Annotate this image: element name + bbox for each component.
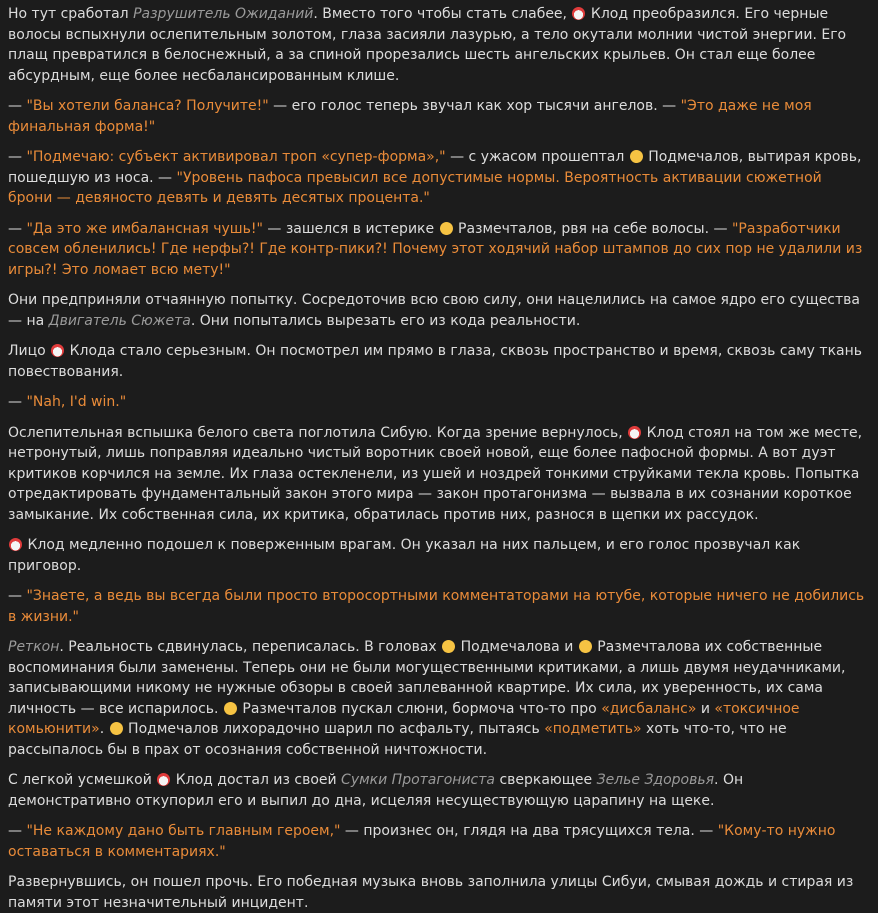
dialogue-quote: "Кому-то нужно оставаться в комментариях." [8, 823, 836, 860]
text-run: Развернувшись, он пошел прочь. Его победная музыка вновь заполнила улицы Сибуи, смывая дождь и стирая из памяти этот незначительный инцидент. [8, 874, 854, 911]
text-run: Размечталов, рвя на себе волосы. — [453, 220, 732, 237]
italic-term: Двигатель Сюжета [48, 312, 191, 329]
face-emoji-icon [440, 222, 453, 235]
text-run: — произнес он, глядя на два трясущихся тела. — [340, 823, 718, 839]
text-run: — [8, 149, 27, 165]
text-run: Они предприняли отчаянную попытку. Сосредоточив всю свою силу, они нацелились на самое ядро его существа — на [8, 292, 860, 329]
dialogue-quote: "Nah, I'd win." [26, 394, 127, 410]
paragraph [8, 4, 868, 86]
dialogue-quote: «подметить» [544, 721, 642, 737]
face-emoji-icon [110, 722, 123, 735]
paragraph [8, 423, 868, 526]
text-run: — [8, 823, 27, 839]
text-run: Но тут сработал [8, 6, 134, 22]
text-run: Подмечалов, вытирая кровь, пошедшую из носа. — [8, 149, 862, 186]
text-run: Ослепительная вспышка белого света поглотила Сибую. Когда зрение вернулось, [8, 424, 628, 441]
text-run: . Они попытались вырезать его из кода реальности. [190, 312, 581, 329]
italic-term: Сумки Протагониста [341, 772, 495, 788]
dialogue-quote: "Да это же имбалансная чушь!" [26, 220, 263, 237]
text-run: — [8, 588, 27, 604]
text-run: Подмечалова и [456, 639, 578, 655]
paragraph [8, 586, 868, 627]
paragraph [8, 821, 868, 862]
text-run: С легкой усмешкой [8, 772, 157, 788]
text-run: Клода стало серьезным. Он посмотрел им прямо в глаза, сквозь пространство и время, сквозь саму ткань повествования. [8, 343, 863, 380]
face-emoji-icon [630, 150, 643, 163]
italic-term: Зелье Здоровья [596, 772, 715, 788]
text-run: сверкающее [495, 772, 597, 788]
text-run: Клод достал из своей [171, 772, 342, 788]
text-run: и [696, 700, 715, 717]
text-run: — зашелся в истерике [262, 220, 439, 237]
dialogue-quote: "Уровень пафоса превысил все допустимые нормы. Вероятность активации сюжетной брони — девяносто девять и девять десятых процента." [8, 169, 822, 206]
paragraph [8, 872, 868, 913]
clown-face-icon [572, 7, 585, 20]
text-run: — [8, 98, 27, 114]
italic-term: Разрушитель Ожиданий [133, 6, 314, 22]
dialogue-quote: "Это даже не моя финальная форма!" [8, 98, 812, 135]
clown-face-icon [9, 538, 22, 551]
dialogue-quote: "Разработчики совсем обленились! Где нерфы?! Где контр-пики?! Почему этот ходячий набор штампов до сих пор не удалили из игры?! Это ломает всю мету!" [8, 220, 863, 278]
dialogue-quote: «токсичное комьюнити» [8, 700, 800, 737]
text-run: . Вместо того чтобы стать слабее, [313, 6, 572, 22]
dialogue-quote: "Вы хотели баланса? Получите!" [26, 98, 269, 114]
paragraph [8, 535, 868, 576]
text-run: — его голос теперь звучал как хор тысячи ангелов. — [268, 98, 681, 114]
text-run: Клод стоял на том же месте, нетронутый, лишь поправляя идеально чистый воротник своей новой, еще более пафосной формы. А вот дуэт критиков корчился на земле. Их глаза остекленели, из ушей и ноздрей тонкими струйками текла кровь. Попытка отредактировать фундаментальный закон этого мира — закон протагонизма — вызвала в их сознании короткое замыкание. Их собственная сила, их критика, обратилась против них, разнося в щепки их рассудок. [8, 424, 863, 523]
text-run: . [99, 721, 109, 737]
text-run: . Реальность сдвинулась, переписалась. В головах [59, 639, 442, 655]
dialogue-quote: «дисбаланс» [601, 700, 697, 717]
dialogue-quote: "Подмечаю: субъект активировал троп «супер-форма»," [26, 149, 446, 165]
paragraph [8, 341, 868, 382]
dialogue-quote: "Не каждому дано быть главным героем," [26, 823, 341, 839]
face-emoji-icon [579, 640, 592, 653]
paragraph [8, 637, 868, 760]
face-emoji-icon [442, 640, 455, 653]
text-run: Размечталова их собственные воспоминания были заменены. Теперь они не были могущественными критиками, а лишь двумя неудачниками, записывающими никому не нужные обзоры в своей заплеванной квартире. Их сила, их уверенность, их сама личность — все испарилось. [8, 639, 846, 717]
paragraph [8, 147, 868, 209]
clown-face-icon [628, 426, 641, 439]
text-run: Лицо [8, 343, 51, 359]
text-run: Клод медленно подошел к поверженным врагам. Он указал на них пальцем, и его голос прозвучал как приговор. [8, 537, 801, 574]
text-run: Подмечалов лихорадочно шарил по асфальту, пытаясь [123, 721, 545, 737]
text-run: . Он демонстративно откупорил его и выпил до дна, исцеляя несуществующую царапину на щеке. [8, 772, 744, 809]
paragraph [8, 770, 868, 811]
text-run: — [8, 220, 27, 237]
paragraph [8, 96, 868, 137]
paragraph [8, 290, 868, 331]
text-run: — с ужасом прошептал [445, 149, 629, 165]
text-run: — [8, 394, 27, 410]
dialogue-quote: "Знаете, а ведь вы всегда были просто второсортными комментаторами на ютубе, которые ничего не добились в жизни." [8, 588, 865, 625]
text-run: хоть что-то, что не рассыпалось бы в прах от осознания собственной ничтожности. [8, 721, 787, 758]
face-emoji-icon [224, 702, 237, 715]
paragraph [8, 392, 868, 413]
paragraph [8, 219, 868, 281]
italic-term: Реткон [8, 639, 60, 655]
text-run: Клод преобразился. Его черные волосы вспыхнули ослепительным золотом, глаза засияли лазурью, а тело окутали молнии чистой энергии. Его плащ превратился в белоснежный, а за спиной прорезались шесть ангельских крыльев. Он стал еще более абсурдным, еще более несбалансированным клише. [8, 6, 847, 84]
text-run: Размечталов пускал слюни, бормоча что-то про [237, 700, 602, 717]
clown-face-icon [51, 344, 64, 357]
clown-face-icon [157, 773, 170, 786]
